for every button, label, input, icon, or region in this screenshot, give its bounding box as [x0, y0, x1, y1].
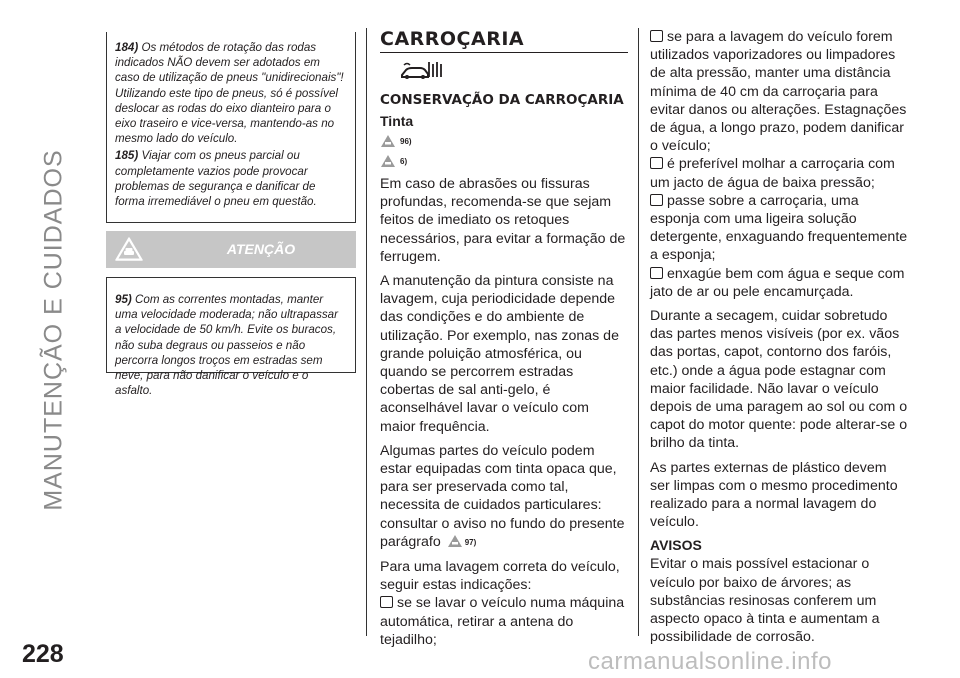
bullet-item: é preferível molhar a carroçaria com um jacto de água de baixa pressão; — [650, 156, 895, 191]
section-title: CARROÇARIA — [380, 28, 628, 53]
bullet-icon — [650, 267, 663, 279]
warning-ref: 96) — [380, 131, 628, 151]
paragraph: A manutenção da pintura consiste na lavagem, cuja periodicidade depende das condições e do ambiente de utilização. Por exemplo, nas zonas de grande poluição atmosférica, ou quando se percorrem estradas cobertas de sal anti-gelo, é aconselhável lavar o veículo com maior frequência. — [380, 273, 619, 435]
note-95: 95) Com as correntes montadas, manter uma velocidade moderada; não ultrapassar a velocidade de 50 km/h. Evite os buracos, não suba degraus ou passeios e não percorra longos troços em estradas sem neve, para não danificar o veículo e o asfalto. — [115, 293, 338, 398]
paragraph: Durante a secagem, cuidar sobretudo das partes menos visíveis (por ex. vãos das portas, capot, contorno dos faróis, etc.) onde a água pode estagnar com maior facilidade. Não lavar o veículo depois de uma paragem ao sol ou com o capot do motor quente: pode alterar-se o brilho da tinta. — [650, 308, 908, 452]
heading-paint: Tinta — [380, 113, 414, 129]
warning-icon — [380, 134, 396, 148]
note-184: 184) Os métodos de rotação das rodas indicados NÃO devem ser adotados em caso de utilização de pneus "unidirecionais"! Utilizando este tipo de pneus, só é possível deslocar as rodas do eixo dianteiro para o eixo traseiro e vice-versa, mantendo-as no mesmo lado do veículo. — [115, 41, 344, 146]
bullet-item: se se lavar o veículo numa máquina automática, retirar a antena do tejadilho; — [380, 595, 625, 648]
paragraph: Para uma lavagem correta do veículo, seguir estas indicações: — [380, 559, 620, 594]
right-column — [650, 28, 910, 653]
bullet-icon — [650, 157, 663, 169]
middle-column — [380, 28, 628, 655]
bullet-icon — [650, 30, 663, 42]
warning-ref: 6) — [380, 151, 628, 171]
attention-banner — [106, 231, 356, 268]
attention-box — [106, 277, 356, 398]
subsection-title: CONSERVAÇÃO DA CARROÇARIA — [380, 92, 624, 108]
paragraph: Algumas partes do veículo podem estar equipadas com tinta opaca que, para ser preservada como tal, necessita de cuidados particulares: consultar o aviso no fundo do presente parágrafo 97) — [380, 442, 625, 550]
bullet-item: enxagúe bem com água e seque com jato de ar ou pele encamurçada. — [650, 265, 905, 300]
bullet-item: se para a lavagem do veículo forem utilizados vaporizadores ou limpadores de alta pressão, manter uma distância mínima de 40 cm da carroçaria para evitar danos ou alterações. Estagnações de água, a longo prazo, podem danificar o veículo; — [650, 29, 907, 155]
bullet-icon — [380, 596, 393, 608]
warning-icon — [447, 534, 463, 548]
paragraph: Em caso de abrasões ou fissuras profundas, recomenda-se que sejam feitos de imediato os retoques necessários, para evitar a formação de ferrugem. — [380, 176, 626, 265]
notes-box — [106, 32, 356, 223]
paragraph: Evitar o mais possível estacionar o veículo por baixo de árvores; as substâncias resinosas conferem um aspecto opaco à tinta e aumentam a possibilidade de corrosão. — [650, 556, 880, 646]
note-185: 185) Viajar com os pneus parcial ou completamente vazios pode provocar problemas de segurança e danificar de forma irremediável o pneu em questão. — [115, 149, 317, 209]
bullet-item: passe sobre a carroçaria, uma esponja com uma ligeira solução detergente, enxaguando frequentemente a esponja; — [650, 192, 908, 264]
paragraph: As partes externas de plástico devem ser limpas com o mesmo procedimento realizado para a normal lavagem do veículo. — [650, 459, 898, 531]
watermark: carmanualsonline.info — [588, 648, 832, 675]
warning-icon — [380, 154, 396, 168]
warning-car-icon — [114, 236, 144, 262]
column-divider — [366, 28, 367, 636]
attention-label: ATENÇÃO — [226, 241, 296, 257]
page-number: 228 — [22, 640, 64, 668]
bullet-icon — [650, 194, 663, 206]
car-wash-icon — [398, 59, 628, 86]
avisos-heading: AVISOS — [650, 537, 702, 554]
column-divider — [638, 28, 639, 636]
